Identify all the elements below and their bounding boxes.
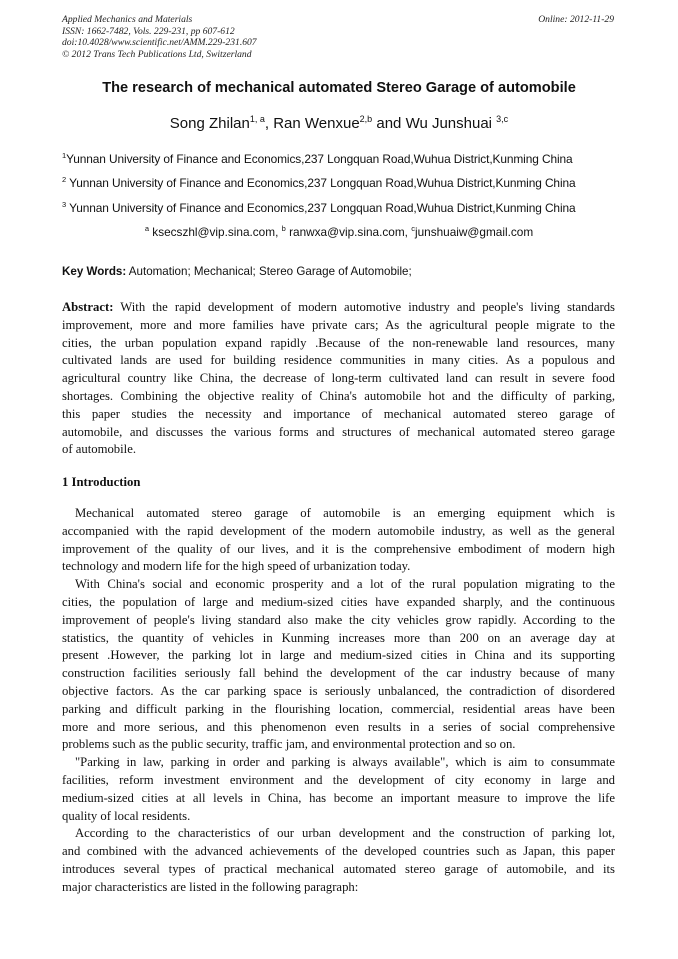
journal-name: Applied Mechanics and Materials <box>62 14 193 25</box>
author-sup: 2,b <box>359 114 373 124</box>
abstract-line: cities, the urban population expand rapidly .Because of the non-renewable land resources, many <box>62 335 615 350</box>
author-name: Ran Wenxue <box>273 115 360 132</box>
email-sup: c <box>411 224 415 233</box>
body-line: technology and modern life for the high speed of urbanization today. <box>62 559 411 574</box>
affiliation-2 <box>62 176 622 190</box>
body-line: medium-sized cities at all levels in China, has become an important measure to improve the life <box>62 790 615 805</box>
body-line: With China's social and economic prosperity and a lot of the rural population migrating to the <box>75 577 615 592</box>
abstract <box>62 299 615 459</box>
paper-title: The research of mechanical automated Stereo Garage of automobile <box>102 80 576 96</box>
author-name: Wu Junshuai <box>405 115 497 132</box>
author-sup: 3,c <box>496 114 509 124</box>
body-line: Mechanical automated stereo garage of automobile is an emerging equipment which is <box>75 506 615 520</box>
affiliation-text: Yunnan University of Finance and Economics,237 Longquan Road,Wuhua District,Kunming China <box>66 176 576 190</box>
abstract-line: cultivated lands are used for building residence communities in many cities. As a populous and <box>62 353 615 368</box>
abstract-line: improvement, more and more families have private cars; As the agricultural people migrate to the <box>62 317 615 332</box>
keywords-label: Key Words: <box>62 265 127 278</box>
doi-line[interactable]: doi:10.4028/www.scientific.net/AMM.229-231.607 <box>62 37 257 49</box>
body-line: accompanied with the rapid development of the modern automobile industry, as well as the general <box>62 523 615 538</box>
body-line: statistics, the quantity of vehicles in Kunming increases more than 200 on an average day at <box>62 630 615 645</box>
journal-header <box>62 14 257 60</box>
body-line: facilities, reform investment environment and the development of city economy in large and <box>62 772 615 787</box>
body-line: problems such as the public security, traffic jam, and environmental protection and so on. <box>62 737 516 752</box>
abstract-line: this paper studies the necessity and importance of mechanical automated stereo garage of <box>62 406 615 421</box>
affiliation-sup: 1 <box>62 151 67 160</box>
intro-body <box>62 505 615 897</box>
email-sup: b <box>281 224 286 233</box>
body-line: cities, the population of large and medium-sized cities have expanded sharply, and the continuous <box>62 594 615 609</box>
body-line: and combined with the advanced achievements of the developed countries such as Japan, this paper <box>62 844 615 859</box>
keywords-text: Automation; Mechanical; Stereo Garage of Automobile; <box>126 265 412 278</box>
body-line: major characteristics are listed in the following paragraph: <box>62 879 359 894</box>
affiliation-sup: 3 <box>62 200 67 209</box>
online-date: Online: 2012-11-29 <box>538 14 614 25</box>
affiliation-text: Yunnan University of Finance and Economics,237 Longquan Road,Wuhua District,Kunming China <box>66 201 576 215</box>
author-separator: and <box>372 115 406 132</box>
body-line: present .However, the parking lot in large and medium-sized cities in China and its supporting <box>62 648 615 663</box>
body-line: improvement of people's living standard also make the city vehicles grow rapidly. According to the <box>62 612 615 627</box>
abstract-line: Abstract: With the rapid development of modern automotive industry and people's living standards <box>62 300 615 314</box>
section-heading: 1 Introduction <box>62 475 141 489</box>
author-name: Song Zhilan <box>169 115 250 132</box>
body-line: construction facilities seriously fall behind the development of the car industry because of many <box>62 666 615 681</box>
issn-line: ISSN: 1662-7482, Vols. 229-231, pp 607-612 <box>62 25 235 37</box>
abstract-line: of automobile. <box>62 442 136 457</box>
author-line <box>0 115 678 132</box>
author-sup: 1, a <box>249 114 265 124</box>
abstract-line: shortages. Combining the objective reality of China's automobile hot and the difficulty of parking, <box>62 388 615 403</box>
email-address[interactable]: ksecszhl@vip.sina.com, <box>149 225 282 239</box>
email-line <box>0 225 678 239</box>
email-address[interactable]: junshuaiw@gmail.com <box>414 225 534 239</box>
body-line: quality of local residents. <box>62 808 191 823</box>
affiliation-text: Yunnan University of Finance and Economics,237 Longquan Road,Wuhua District,Kunming China <box>66 152 573 166</box>
affiliation-1 <box>62 152 622 166</box>
body-line: objective factors. As the car parking space is seriously unbalanced, the contradiction of disordered <box>62 683 615 698</box>
email-address[interactable]: ranwxa@vip.sina.com, <box>285 225 412 239</box>
abstract-line: agricultural country like China, the decrease of long-term cultivated land can result in severe food <box>62 371 615 386</box>
affiliation-sup: 2 <box>62 175 67 184</box>
copyright-line: © 2012 Trans Tech Publications Ltd, Switzerland <box>62 48 252 60</box>
author-separator: , <box>264 115 274 132</box>
body-line: "Parking in law, parking in order and parking is always available", which is aim to consummate <box>75 755 615 770</box>
body-line: parking and difficult parking in the flourishing location, commercial, residential areas have been <box>62 701 615 716</box>
abstract-line: automobile, and discusses the various forms and structures of mechanical automated stereo garage <box>62 424 615 439</box>
abstract-label: Abstract: <box>62 300 114 314</box>
affiliation-3 <box>62 201 622 215</box>
body-line: introduces several types of practical mechanical automated stereo garage of automobile, and its <box>62 861 615 876</box>
email-sup: a <box>144 224 150 233</box>
body-line: more and more serious, and this phenomenon even results in a series of social comprehensive <box>62 719 615 734</box>
body-line: According to the characteristics of our urban development and the construction of parking lot, <box>75 826 615 841</box>
body-line: improvement of the quality of our lives, and it is the comprehensive embodiment of modern high <box>62 541 615 556</box>
keywords <box>62 265 412 278</box>
